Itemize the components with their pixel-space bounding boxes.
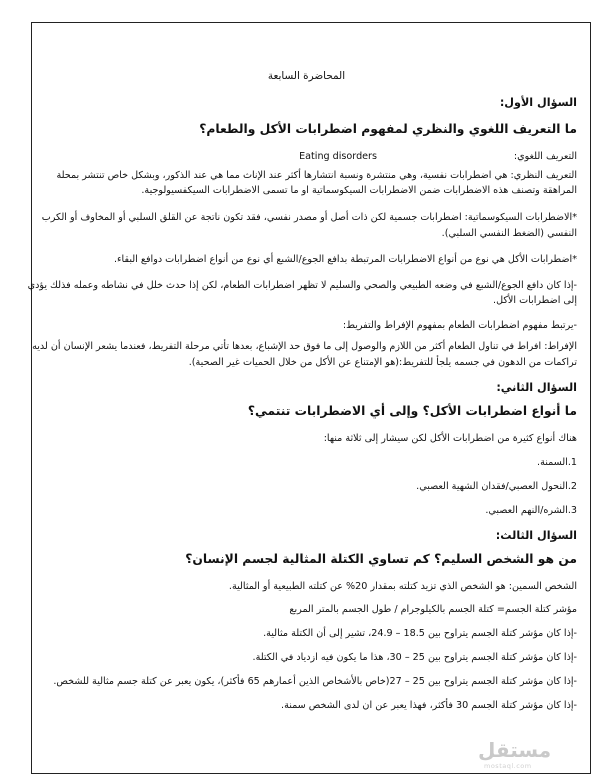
q3-bmi-line-3: -إذا كان مؤشر كتلة الجسم يتراوح بين 25 – 27(خاص بالأشخاص الذين أعمارهم 65 فأكثر)، يكون يعبر عن كتلة جسم مثالية للشخص. [53, 676, 577, 687]
q1-linguistic-label: التعريف اللغوي: [513, 151, 577, 162]
q3-bmi-line-4: -إذا كان مؤشر كتلة الجسم 30 فأكثر، فهذا يعبر عن ان لدى الشخص سمنة. [281, 700, 577, 711]
q1-excess-line-1: الإفراط: افراط في تناول الطعام أكثر من اللازم والوصول إلى ما فوق حد الإشباع، بعدها تأتي مرحلة التفريط، فعندما يشعر الإنسان أن لديه [32, 341, 577, 352]
q1-psychosomatic-line-1: *الاضطرابات السيكوسماتية: اضطرابات جسمية لكن ذات أصل أو مصدر نفسي، فقد تكون ناتجة عن القلق السلبي أو المخاوف أو الكرب [41, 212, 577, 223]
q1-heading: السؤال الأول: [499, 96, 577, 109]
q2-heading: السؤال الثاني: [496, 381, 577, 394]
q1-hunger-line-1: -إذا كان دافع الجوع/الشبع في وضعه الطبيعي والصحي والسليم لا تظهر اضطرابات الطعام، لكن إذا حدث خلل في نشاطه وعمله فذلك يؤدي [27, 280, 577, 291]
q1-psychosomatic-line-2: النفسي (الضغط النفسي السلبي). [441, 228, 577, 239]
q3-bmi-formula: مؤشر كتلة الجسم= كتلة الجسم بالكيلوجرام / طول الجسم بالمتر المربع [289, 604, 577, 615]
q3-bmi-line-2: -إذا كان مؤشر كتلة الجسم يتراوح بين 25 – 30، هذا ما يكون فيه ازدياد في الكتلة. [252, 652, 577, 663]
q3-obese-definition: الشخص السمين: هو الشخص الذي تزيد كتلته بمقدار 20% عن كتلته الطبيعية أو المثالية. [228, 581, 577, 592]
q1-theory-line-2: المراهقة وتصنف هذه الاضطرابات ضمن الاضطرابات السيكوسماتية او ما تسمى الاضطرابات السيكفسيولوجية. [141, 185, 577, 196]
q1-excess-line-2: تراكمات من الدهون في جسمه يلجأ للتفريط:(هو الإمتناع عن الأكل من خلال الحميات غير الصحية). [188, 357, 577, 368]
q3-bmi-line-1: -إذا كان مؤشر كتلة الجسم يتراوح بين 18.5 – 24.9، تشير إلى أن الكتلة مثالية. [263, 628, 577, 639]
q1-question: ما التعريف اللغوي والنظري لمفهوم اضطرابات الأكل والطعام؟ [199, 122, 577, 136]
q1-hunger-line-2: إلى اضطرابات الأكل. [493, 295, 577, 306]
q1-excess-link: -يرتبط مفهوم اضطرابات الطعام بمفهوم الإفراط والتفريط: [342, 320, 577, 331]
q2-intro: هناك أنواع كثيرة من اضطرابات الأكل لكن سيشار إلى ثلاثة منها: [323, 433, 577, 444]
q2-item: 3.الشره/النهم العصبي. [485, 505, 577, 516]
lecture-title: المحاضرة السابعة [267, 70, 346, 82]
q3-question: من هو الشخص السليم؟ كم تساوي الكتلة المثالية لجسم الإنسان؟ [185, 552, 577, 566]
watermark-domain: mostaql.com [484, 762, 532, 770]
q1-eating-types: *اضطرابات الأكل هي نوع من أنواع الاضطرابات المرتبطة بدافع الجوع/الشبع أي نوع من أنواع اضطرابات دوافع البقاء. [113, 254, 577, 265]
q2-item: 2.النحول العصبي/فقدان الشهية العصبي. [416, 481, 577, 492]
q2-item: 1.السمنة. [537, 457, 577, 468]
q2-question: ما أنواع اضطرابات الأكل؟ وإلى أي الاضطرابات تنتمي؟ [247, 404, 577, 418]
watermark-brand: مستقل [478, 738, 552, 762]
q1-linguistic-definition [36, 150, 577, 163]
q3-heading: السؤال الثالث: [495, 529, 577, 542]
q1-linguistic-term: Eating disorders [299, 151, 377, 162]
q1-theory-line-1: التعريف النظري: هي اضطرابات نفسية، وهي منتشرة ونسبة انتشارها أكثر عند الإناث مما هي عند الذكور، وبشكل خاص تنتشر بمحلة [56, 170, 577, 181]
